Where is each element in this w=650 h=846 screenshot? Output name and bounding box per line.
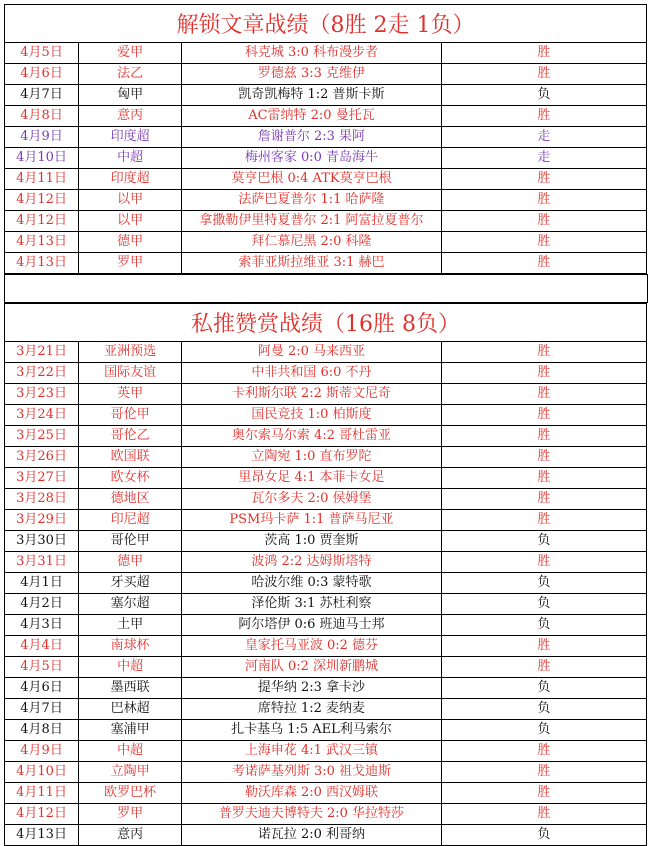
date-cell: 4月7日: [5, 699, 79, 720]
result-cell: 胜: [441, 106, 646, 127]
table-row: [5, 510, 647, 531]
match-cell: 奥尔索马尔索 4:2 哥杜雷亚: [182, 426, 441, 447]
league-cell: 以甲: [79, 190, 182, 211]
match-cell: 瓦尔多夫 2:0 侯姆堡: [182, 489, 441, 510]
date-cell: 4月7日: [5, 85, 79, 106]
league-cell: 欧罗巴杯: [79, 783, 182, 804]
match-cell: 国民竞技 1:0 柏斯度: [182, 405, 441, 426]
result-cell: 胜: [441, 636, 646, 657]
league-cell: 中超: [79, 148, 182, 169]
match-cell: 立陶宛 1:0 直布罗陀: [182, 447, 441, 468]
league-cell: 中超: [79, 741, 182, 762]
match-cell: 河南队 0:2 深圳新鹏城: [182, 657, 441, 678]
date-cell: 3月27日: [5, 468, 79, 489]
date-cell: 3月25日: [5, 426, 79, 447]
result-cell: 负: [441, 825, 646, 846]
match-cell: 皇家托马亚波 0:2 德芬: [182, 636, 441, 657]
match-cell: 拿撒勒伊里特夏普尔 2:1 阿富拉夏普尔: [182, 211, 441, 232]
section2-table: [4, 341, 647, 846]
match-cell: 席特拉 1:2 麦纳麦: [182, 699, 441, 720]
table-row: [5, 573, 647, 594]
result-cell: 负: [441, 531, 646, 552]
result-cell: 胜: [441, 253, 646, 274]
league-cell: 德地区: [79, 489, 182, 510]
section1-title: 解锁文章战绩（8胜 2走 1负）: [4, 4, 647, 42]
match-cell: 波鸿 2:2 达姆斯塔特: [182, 552, 441, 573]
league-cell: 中超: [79, 657, 182, 678]
result-cell: 胜: [441, 211, 646, 232]
league-cell: 墨西联: [79, 678, 182, 699]
table-row: [5, 253, 647, 274]
table-row: [5, 106, 647, 127]
match-cell: 阿尔塔伊 0:6 班迪马士邦: [182, 615, 441, 636]
match-cell: AC雷纳特 2:0 曼托瓦: [182, 106, 441, 127]
result-cell: 胜: [441, 384, 646, 405]
table-row: [5, 85, 647, 106]
result-cell: 胜: [441, 510, 646, 531]
table-row: [5, 190, 647, 211]
date-cell: 4月12日: [5, 190, 79, 211]
table-row: [5, 489, 647, 510]
date-cell: 4月13日: [5, 253, 79, 274]
result-cell: 负: [441, 573, 646, 594]
match-cell: 里昂女足 4:1 本菲卡女足: [182, 468, 441, 489]
result-cell: 胜: [441, 762, 646, 783]
date-cell: 4月3日: [5, 615, 79, 636]
table-row: [5, 615, 647, 636]
league-cell: 爱甲: [79, 43, 182, 64]
date-cell: 4月5日: [5, 657, 79, 678]
result-cell: 胜: [441, 426, 646, 447]
table-row: [5, 43, 647, 64]
table-row: [5, 657, 647, 678]
date-cell: 4月8日: [5, 106, 79, 127]
date-cell: 3月26日: [5, 447, 79, 468]
date-cell: 3月23日: [5, 384, 79, 405]
league-cell: 立陶甲: [79, 762, 182, 783]
date-cell: 4月9日: [5, 741, 79, 762]
table-row: [5, 825, 647, 846]
result-cell: 胜: [441, 783, 646, 804]
league-cell: 匈甲: [79, 85, 182, 106]
match-cell: 普罗夫迪夫博特夫 2:0 华拉特莎: [182, 804, 441, 825]
match-cell: 考诺萨基列斯 3:0 祖戈迪斯: [182, 762, 441, 783]
match-cell: 泽伦斯 3:1 苏杜利察: [182, 594, 441, 615]
match-cell: 上海申花 4:1 武汉三镇: [182, 741, 441, 762]
date-cell: 4月13日: [5, 825, 79, 846]
result-cell: 胜: [441, 468, 646, 489]
result-cell: 胜: [441, 190, 646, 211]
spacer-cell: [5, 275, 648, 303]
match-cell: 莫亨巴根 0:4 ATK莫亨巴根: [182, 169, 441, 190]
league-cell: 罗甲: [79, 804, 182, 825]
table-row: [5, 783, 647, 804]
table-row: [5, 720, 647, 741]
date-cell: 4月6日: [5, 678, 79, 699]
result-cell: 胜: [441, 405, 646, 426]
match-cell: PSM玛卡萨 1:1 普萨马尼亚: [182, 510, 441, 531]
date-cell: 3月21日: [5, 342, 79, 363]
league-cell: 塞尔超: [79, 594, 182, 615]
date-cell: 4月9日: [5, 127, 79, 148]
table-row: [5, 699, 647, 720]
result-cell: 胜: [441, 363, 646, 384]
section1-table: [4, 42, 647, 274]
result-cell: 胜: [441, 169, 646, 190]
section2-title: 私推赞赏战绩（16胜 8负）: [4, 303, 647, 341]
result-cell: 负: [441, 615, 646, 636]
result-cell: 胜: [441, 804, 646, 825]
result-cell: 胜: [441, 342, 646, 363]
league-cell: 印尼超: [79, 510, 182, 531]
result-cell: 走: [441, 148, 646, 169]
match-cell: 科克城 3:0 科布漫步者: [182, 43, 441, 64]
league-cell: 土甲: [79, 615, 182, 636]
table-row: [5, 531, 647, 552]
table-row: [5, 363, 647, 384]
league-cell: 塞浦甲: [79, 720, 182, 741]
result-cell: 负: [441, 720, 646, 741]
match-cell: 勒沃库森 2:0 西汉姆联: [182, 783, 441, 804]
date-cell: 4月12日: [5, 211, 79, 232]
result-cell: 胜: [441, 489, 646, 510]
results-sheet: [4, 4, 647, 846]
table-row: [5, 211, 647, 232]
table-row: [5, 594, 647, 615]
league-cell: 意丙: [79, 106, 182, 127]
table-row: [5, 468, 647, 489]
table-row: [5, 232, 647, 253]
league-cell: 德甲: [79, 232, 182, 253]
result-cell: 胜: [441, 552, 646, 573]
result-cell: 胜: [441, 657, 646, 678]
result-cell: 胜: [441, 447, 646, 468]
match-cell: 扎卡基乌 1:5 AEL利马索尔: [182, 720, 441, 741]
league-cell: 英甲: [79, 384, 182, 405]
match-cell: 提华纳 2:3 拿卡沙: [182, 678, 441, 699]
table-row: [5, 405, 647, 426]
match-cell: 索菲亚斯拉维亚 3:1 赫巴: [182, 253, 441, 274]
date-cell: 4月13日: [5, 232, 79, 253]
date-cell: 3月31日: [5, 552, 79, 573]
table-row: [5, 636, 647, 657]
table-row: [5, 148, 647, 169]
match-cell: 中非共和国 6:0 不丹: [182, 363, 441, 384]
league-cell: 法乙: [79, 64, 182, 85]
match-cell: 凯奇凯梅特 1:2 普斯卡斯: [182, 85, 441, 106]
table-row: [5, 426, 647, 447]
match-cell: 哈波尔维 0:3 蒙特歌: [182, 573, 441, 594]
date-cell: 4月11日: [5, 169, 79, 190]
date-cell: 4月10日: [5, 762, 79, 783]
league-cell: 意丙: [79, 825, 182, 846]
date-cell: 3月24日: [5, 405, 79, 426]
result-cell: 负: [441, 85, 646, 106]
section-spacer: [4, 274, 648, 303]
league-cell: 国际友谊: [79, 363, 182, 384]
date-cell: 4月4日: [5, 636, 79, 657]
result-cell: 胜: [441, 232, 646, 253]
date-cell: 4月5日: [5, 43, 79, 64]
table-row: [5, 64, 647, 85]
league-cell: 牙买超: [79, 573, 182, 594]
match-cell: 法萨巴夏普尔 1:1 哈萨隆: [182, 190, 441, 211]
table-row: [5, 678, 647, 699]
result-cell: 负: [441, 699, 646, 720]
match-cell: 茨高 1:0 贾奎斯: [182, 531, 441, 552]
result-cell: 胜: [441, 741, 646, 762]
date-cell: 4月6日: [5, 64, 79, 85]
league-cell: 以甲: [79, 211, 182, 232]
table-row: [5, 804, 647, 825]
date-cell: 4月8日: [5, 720, 79, 741]
date-cell: 4月11日: [5, 783, 79, 804]
result-cell: 走: [441, 127, 646, 148]
league-cell: 欧国联: [79, 447, 182, 468]
date-cell: 4月12日: [5, 804, 79, 825]
league-cell: 印度超: [79, 169, 182, 190]
table-row: [5, 384, 647, 405]
table-row: [5, 447, 647, 468]
table-row: [5, 169, 647, 190]
table-row: [5, 342, 647, 363]
league-cell: 巴林超: [79, 699, 182, 720]
league-cell: 哥伦甲: [79, 531, 182, 552]
match-cell: 诺瓦拉 2:0 利哥纳: [182, 825, 441, 846]
date-cell: 4月2日: [5, 594, 79, 615]
date-cell: 3月30日: [5, 531, 79, 552]
league-cell: 哥伦乙: [79, 426, 182, 447]
match-cell: 罗德兹 3:3 克维伊: [182, 64, 441, 85]
date-cell: 3月29日: [5, 510, 79, 531]
match-cell: 詹谢普尔 2:3 果阿: [182, 127, 441, 148]
result-cell: 胜: [441, 64, 646, 85]
match-cell: 拜仁慕尼黑 2:0 科隆: [182, 232, 441, 253]
table-row: [5, 762, 647, 783]
table-row: [5, 741, 647, 762]
table-row: [5, 552, 647, 573]
match-cell: 卡利斯尔联 2:2 斯蒂文尼奇: [182, 384, 441, 405]
match-cell: 梅州客家 0:0 青岛海牛: [182, 148, 441, 169]
result-cell: 胜: [441, 43, 646, 64]
league-cell: 印度超: [79, 127, 182, 148]
result-cell: 负: [441, 594, 646, 615]
date-cell: 4月1日: [5, 573, 79, 594]
date-cell: 3月22日: [5, 363, 79, 384]
league-cell: 欧女杯: [79, 468, 182, 489]
league-cell: 南球杯: [79, 636, 182, 657]
league-cell: 德甲: [79, 552, 182, 573]
match-cell: 阿曼 2:0 马来西亚: [182, 342, 441, 363]
league-cell: 亚洲预选: [79, 342, 182, 363]
date-cell: 4月10日: [5, 148, 79, 169]
result-cell: 负: [441, 678, 646, 699]
date-cell: 3月28日: [5, 489, 79, 510]
table-row: [5, 127, 647, 148]
league-cell: 罗甲: [79, 253, 182, 274]
league-cell: 哥伦甲: [79, 405, 182, 426]
